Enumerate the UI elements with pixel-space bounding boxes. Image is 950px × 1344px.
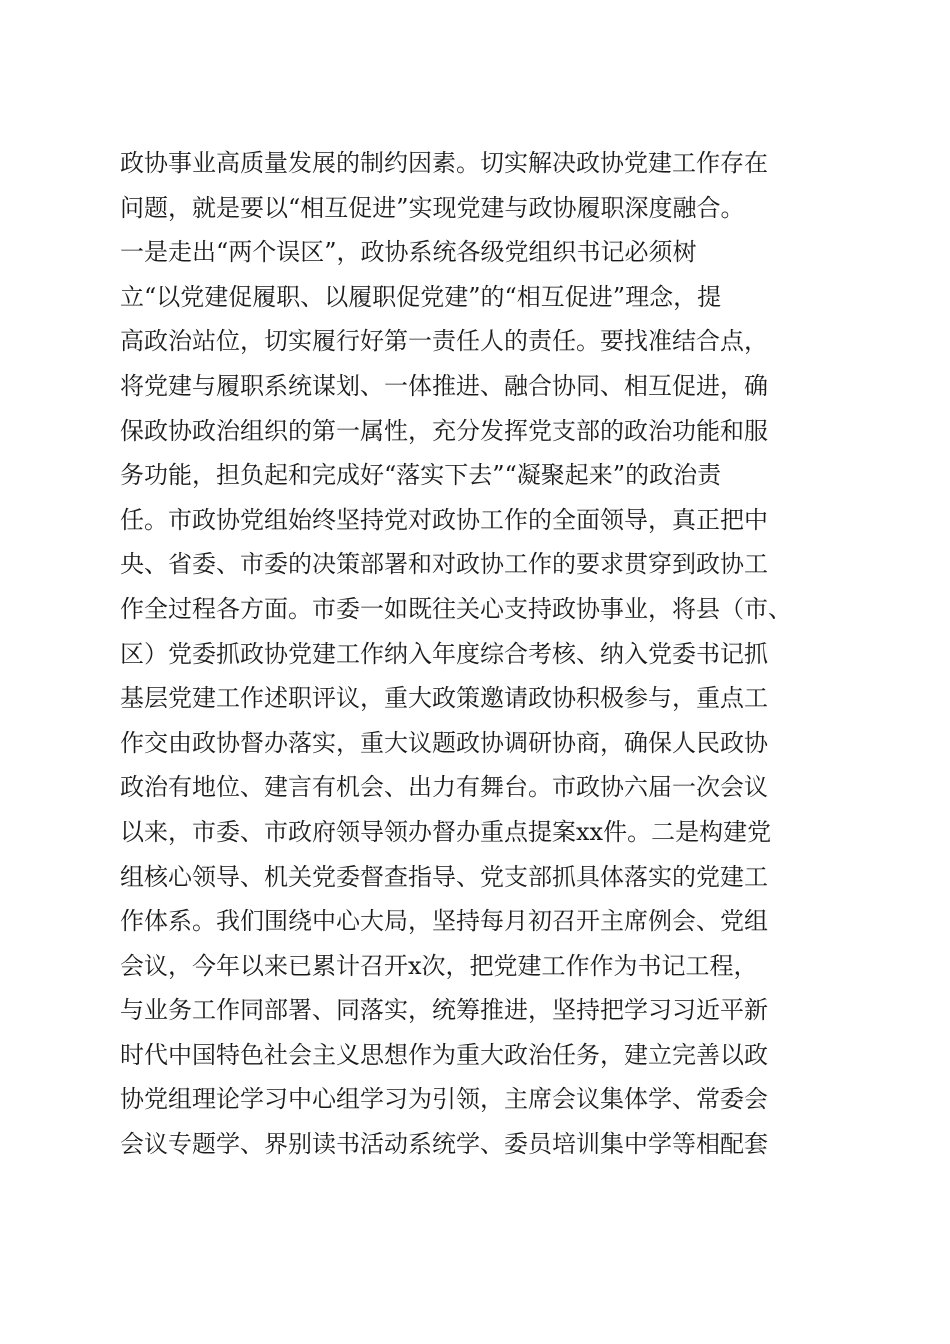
text-line: 一是走出“两个误区”，政协系统各级党组织书记必须树 xyxy=(120,238,697,267)
text-line: 高政治站位，切实履行好第一责任人的责任。要找准结合点， xyxy=(120,327,768,356)
text-line: 基层党建工作述职评议，重大政策邀请政协积极参与，重点工 xyxy=(120,684,768,713)
text-line: 央、省委、市委的决策部署和对政协工作的要求贯穿到政协工 xyxy=(120,550,768,579)
text-line: 将党建与履职系统谋划、一体推进、融合协同、相互促进，确 xyxy=(120,371,768,400)
text-line: 组核心领导、机关党委督查指导、党支部抓具体落实的党建工 xyxy=(120,862,768,891)
text-line: 立“以党建促履职、以履职促党建”的“相互促进”理念，提 xyxy=(120,282,722,311)
text-line: 作交由政协督办落实，重大议题政协调研协商，确保人民政协 xyxy=(120,728,768,757)
text-line: 保政协政治组织的第一属性，充分发挥党支部的政治功能和服 xyxy=(120,416,768,445)
text-line: 政协事业高质量发展的制约因素。切实解决政协党建工作存在 xyxy=(120,149,768,177)
text-line: 务功能，担负起和完成好“落实下去”“凝聚起来”的政治责 xyxy=(120,461,722,490)
text-line: 会议专题学、界别读书活动系统学、委员培训集中学等相配套 xyxy=(120,1130,768,1159)
text-line: 以来，市委、市政府领导领办督办重点提案xx件。二是构建党 xyxy=(120,817,772,846)
text-line: 问题，就是要以“相互促进”实现党建与政协履职深度融合。 xyxy=(120,193,745,222)
text-line: 政治有地位、建言有机会、出力有舞台。市政协六届一次会议 xyxy=(120,773,768,802)
text-line: 区）党委抓政协党建工作纳入年度综合考核、纳入党委书记抓 xyxy=(120,639,768,668)
text-line: 时代中国特色社会主义思想作为重大政治任务，建立完善以政 xyxy=(120,1040,768,1069)
text-line: 任。市政协党组始终坚持党对政协工作的全面领导，真正把中 xyxy=(120,505,768,534)
text-line: 与业务工作同部署、同落实，统筹推进，坚持把学习习近平新 xyxy=(120,996,768,1025)
text-line: 作全过程各方面。市委一如既往关心支持政协事业，将县（市、 xyxy=(120,594,792,623)
text-line: 协党组理论学习中心组学习为引领，主席会议集体学、常委会 xyxy=(120,1085,768,1114)
text-line: 会议，今年以来已累计召开x次，把党建工作作为书记工程， xyxy=(120,951,758,980)
body-text xyxy=(120,141,840,1167)
text-line: 作体系。我们围绕中心大局，坚持每月初召开主席例会、党组 xyxy=(120,907,768,936)
